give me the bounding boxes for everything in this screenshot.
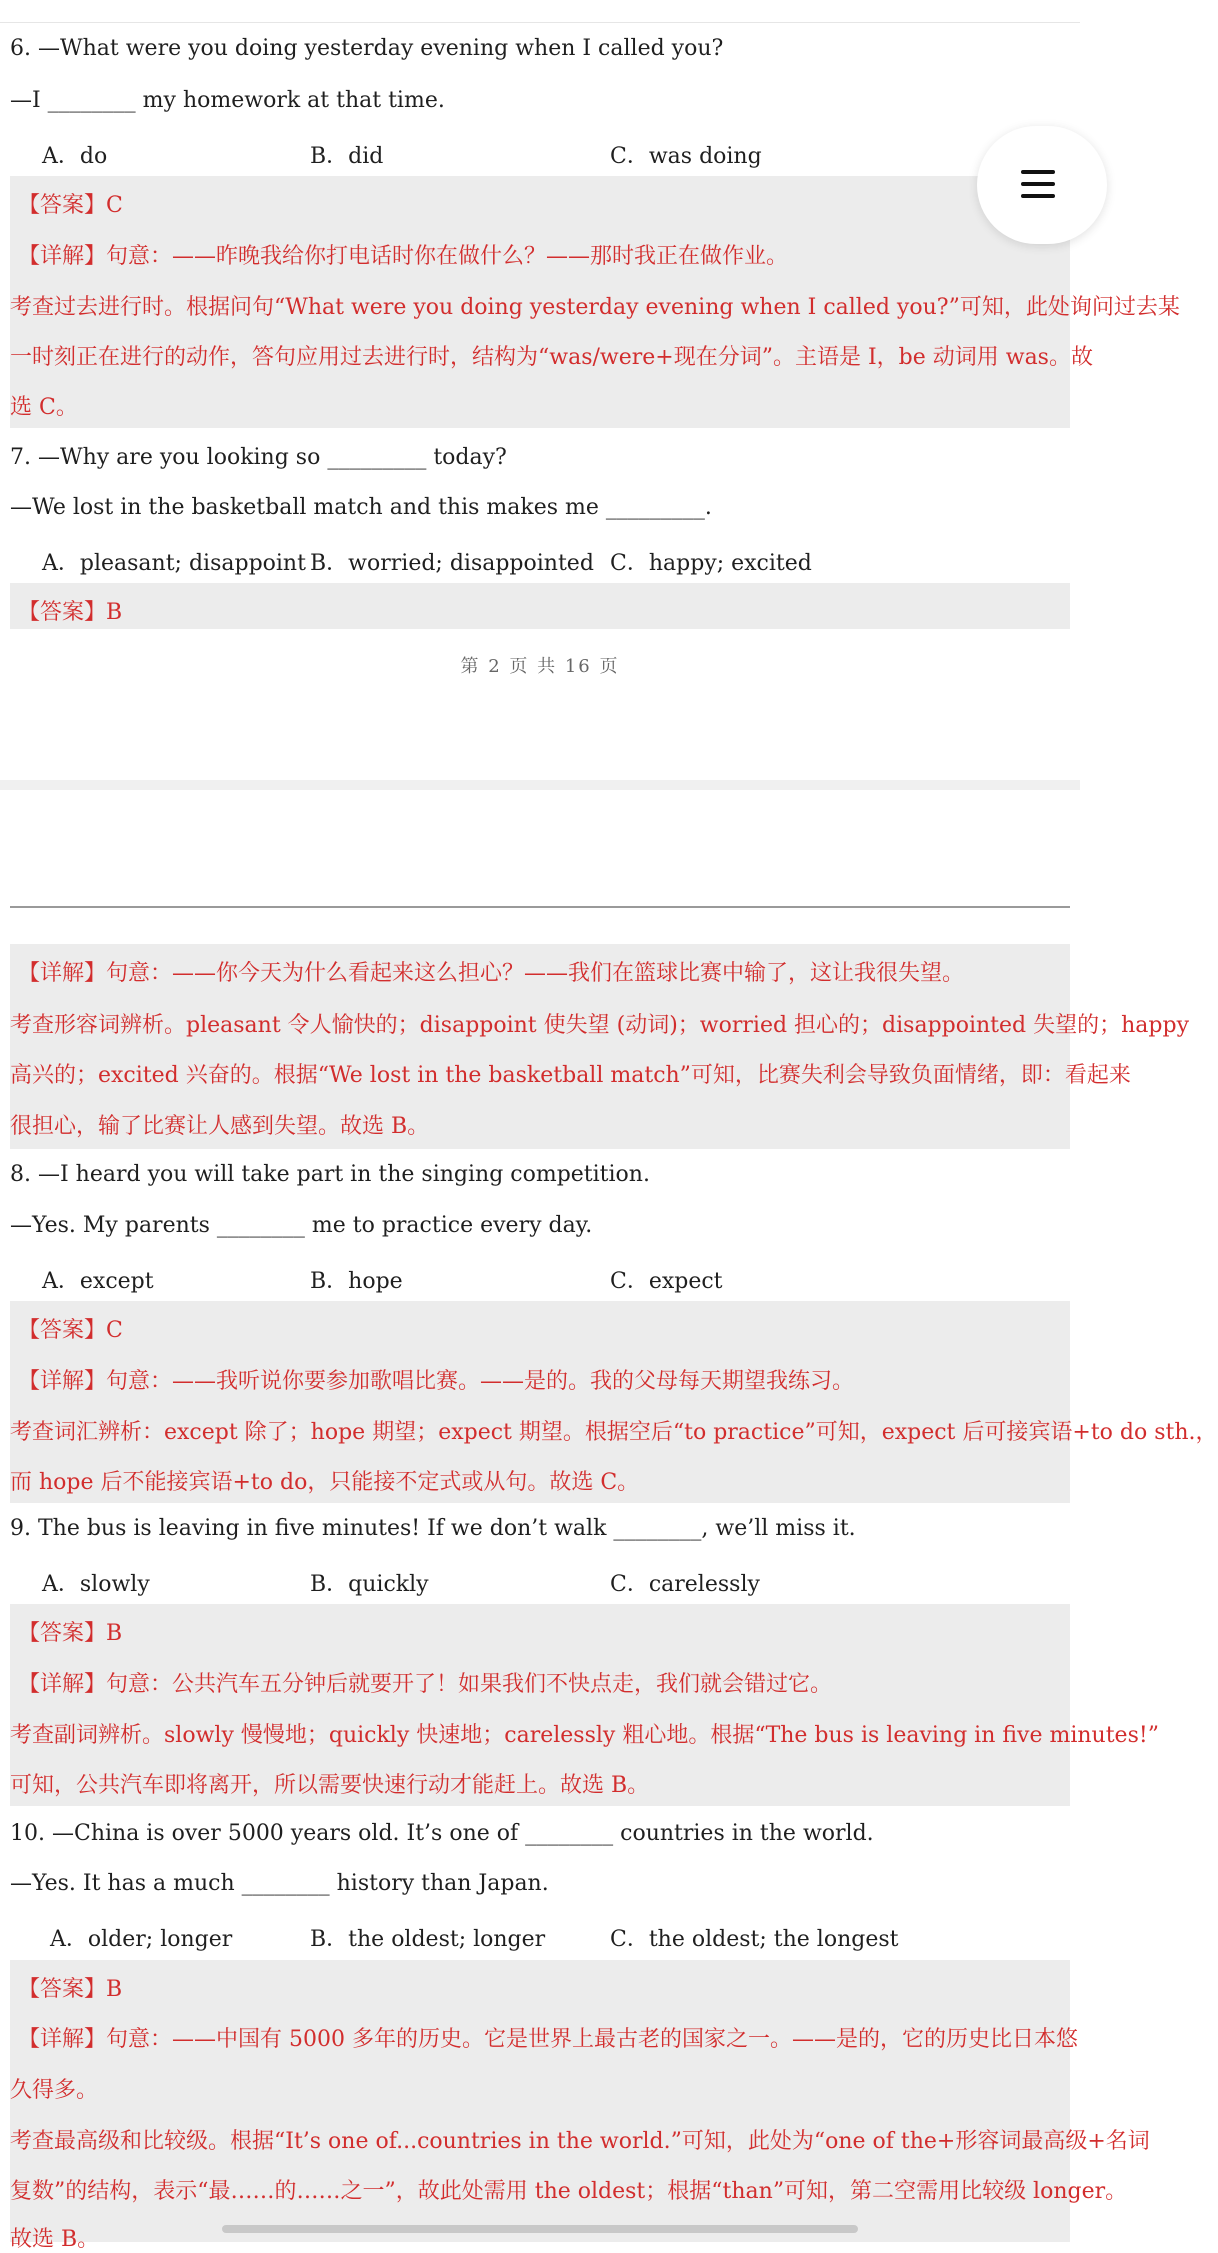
q10-stem: 10. —China is over 5000 years old. It’s one of ________ countries in the world. [10, 1821, 874, 1846]
q6-explanation-line: 一时刻正在进行的动作，答句应用过去进行时，结构为“was/were+现在分词”。主语是 I，be 动词用 was。故 [10, 345, 1093, 370]
q7-reply: —We lost in the basketball match and this makes me _________. [10, 495, 712, 520]
menu-button[interactable] [977, 126, 1107, 244]
q7-detail-block [10, 944, 1190, 1149]
q9-option-c: C．carelessly [610, 1572, 760, 1597]
q8-explanation-line: 而 hope 后不能接宾语+to do，只能接不定式或从句。故选 C。 [10, 1470, 640, 1495]
q9-explanation-line: 可知，公共汽车即将离开，所以需要快速行动才能赶上。故选 B。 [10, 1773, 650, 1798]
q8-option-a: A．except [42, 1269, 154, 1294]
q9-option-b: B．quickly [310, 1572, 429, 1597]
q7-stem: 7. —Why are you looking so _________ today? [10, 445, 507, 470]
q10-answer: 【答案】B [18, 1977, 123, 2002]
q6-explanation-line: 选 C。 [10, 395, 78, 420]
q7-option-b: B．worried; disappointed [310, 551, 594, 576]
q7-explanation-line: 很担心，输了比赛让人感到失望。故选 B。 [10, 1114, 430, 1139]
q8-option-b: B．hope [310, 1269, 403, 1294]
q6-reply: —I ________ my homework at that time. [10, 88, 445, 113]
q10-explanation-line: 复数”的结构，表示“最……的……之一”，故此处需用 the oldest；根据“than”可知，第二空需用比较级 longer。 [10, 2179, 1128, 2204]
q8-answer: 【答案】C [18, 1318, 123, 1343]
page-separator [0, 780, 1080, 790]
page-top-border [0, 22, 1080, 23]
q6-answer: 【答案】C [18, 193, 123, 218]
q9-answer: 【答案】B [18, 1621, 123, 1646]
q7-explanation-line: 高兴的；excited 兴奋的。根据“We lost in the basketball match”可知，比赛失利会导致负面情绪，即：看起来 [10, 1063, 1131, 1088]
q9-answer-block [10, 1604, 1159, 1806]
page-footer: 第 2 页 共 16 页 [460, 656, 620, 677]
q10-answer-block [10, 1960, 1150, 2252]
q6-option-b: B．did [310, 144, 384, 169]
q10-detail-line: 久得多。 [10, 2078, 99, 2103]
q7-answer: 【答案】B [18, 600, 123, 625]
q7-detail: 【详解】句意：——你今天为什么看起来这么担心？——我们在篮球比赛中输了，这让我很失望。 [18, 961, 965, 986]
q10-detail-line: 【详解】句意：——中国有 5000 多年的历史。它是世界上最古老的国家之一。——是的，它的历史比日本悠 [18, 2027, 1078, 2052]
q6-stem: 6. —What were you doing yesterday evening when I called you? [10, 36, 724, 61]
q10-explanation-line: 考查最高级和比较级。根据“It’s one of...countries in the world.”可知，此处为“one of the+形容词最高级+名词 [10, 2129, 1150, 2154]
q7-option-c: C．happy; excited [610, 551, 812, 576]
q7-explanation-line: 考查形容词辨析。pleasant 令人愉快的；disappoint 使失望 (动词)；worried 担心的；disappointed 失望的；happy [10, 1013, 1190, 1038]
q6-detail: 【详解】句意：——昨晚我给你打电话时你在做什么？——那时我正在做作业。 [18, 244, 789, 269]
q9-explanation-line: 考查副词辨析。slowly 慢慢地；quickly 快速地；carelessly 粗心地。根据“The bus is leaving in five minutes!” [10, 1723, 1159, 1748]
q8-reply: —Yes. My parents ________ me to practice every day. [10, 1213, 593, 1238]
page-header-rule [10, 906, 1070, 908]
q8-explanation-line: 考查词汇辨析：except 除了；hope 期望；expect 期望。根据空后“to practice”可知，expect 后可接宾语+to do sth.， [10, 1420, 1218, 1445]
q10-reply: —Yes. It has a much ________ history than Japan. [10, 1871, 549, 1896]
q10-option-b: B．the oldest; longer [310, 1927, 546, 1952]
q10-option-c: C．the oldest; the longest [610, 1927, 899, 1952]
q6-explanation-line: 考查过去进行时。根据问句“What were you doing yesterday evening when I called you?”可知，此处询问过去某 [10, 295, 1180, 320]
q9-option-a: A．slowly [42, 1572, 150, 1597]
q9-detail: 【详解】句意：公共汽车五分钟后就要开了！如果我们不快点走，我们就会错过它。 [18, 1672, 833, 1697]
q6-option-c: C．was doing [610, 144, 762, 169]
home-indicator[interactable] [222, 2225, 858, 2233]
q6-answer-block [10, 176, 1180, 428]
q8-option-c: C．expect [610, 1269, 723, 1294]
q9-stem: 9. The bus is leaving in five minutes! If we don’t walk ________, we’ll miss it. [10, 1516, 856, 1541]
q6-option-a: A．do [42, 144, 108, 169]
q8-detail: 【详解】句意：——我听说你要参加歌唱比赛。——是的。我的父母每天期望我练习。 [18, 1369, 855, 1394]
q8-answer-block [10, 1301, 1218, 1503]
q10-option-a: A．older; longer [50, 1927, 233, 1952]
q7-answer-block [10, 583, 1070, 629]
q8-stem: 8. —I heard you will take part in the singing competition. [10, 1162, 650, 1187]
q7-option-a: A．pleasant; disappoint [42, 551, 306, 576]
q10-explanation-line: 故选 B。 [10, 2227, 100, 2252]
